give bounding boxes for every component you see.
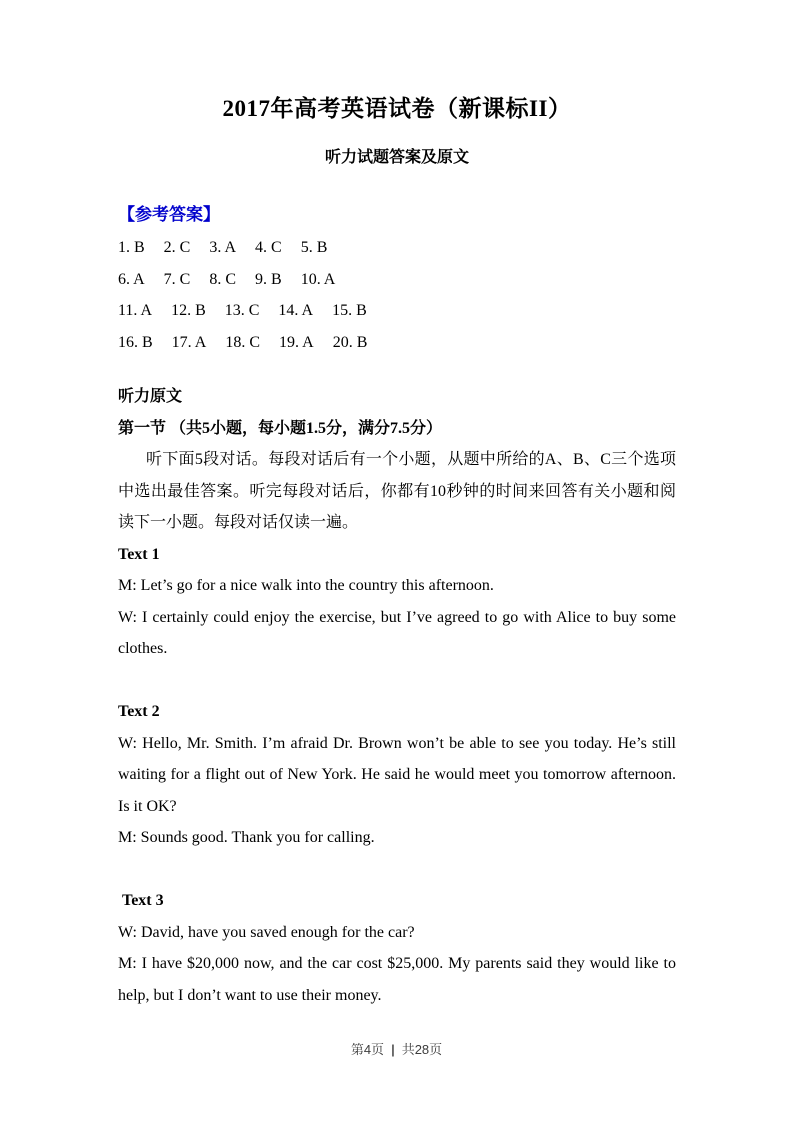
answer-item: 18. C: [225, 333, 261, 351]
answer-item: 1. B: [118, 239, 145, 256]
answer-item: 5. B: [300, 239, 328, 256]
blank-line-spacer: [118, 665, 676, 697]
footer-separator: |: [391, 1042, 395, 1057]
dialogue-line: M: Let’s go for a nice walk into the country this afternoon.: [118, 577, 494, 594]
answer-item: 19. A: [279, 333, 314, 351]
answer-item: 16. B: [118, 333, 153, 351]
answer-row: [118, 264, 676, 296]
reference-answers-heading: 【参考答案】: [118, 205, 220, 224]
answer-item: 20. B: [332, 333, 368, 351]
section-one-instructions: 听下面5段对话。每段对话后有一个小题，从题中所给的A、B、C三个选项中选出最佳答案。听完每段对话后，你都有10秒钟的时间来回答有关小题和阅读下一小题。每段对话仅读一遍。: [118, 451, 676, 531]
answer-item: 13. C: [224, 302, 260, 319]
dialogue-line: M: Sounds good. Thank you for calling.: [118, 829, 375, 846]
answer-row: [118, 295, 676, 327]
answer-item: 8. C: [209, 270, 237, 288]
answer-item: 4. C: [255, 239, 282, 256]
answer-item: 11. A: [118, 302, 153, 319]
answer-item: 9. B: [255, 270, 282, 288]
listening-transcript: [118, 381, 676, 1011]
page-subtitle: 听力试题答案及原文: [324, 149, 469, 166]
answer-item: 10. A: [300, 270, 336, 288]
answer-item: 3. A: [209, 239, 237, 256]
text-3-label: Text 3: [122, 892, 164, 909]
answer-item: 2. C: [163, 239, 191, 256]
answer-item: 15. B: [332, 302, 367, 319]
answer-item: 6. A: [118, 270, 145, 288]
dialogue-line: W: I certainly could enjoy the exercise, but I’ve agreed to go with Alice to buy some clothes.: [118, 608, 676, 657]
answer-item: 14. A: [278, 302, 314, 319]
answer-item: 7. C: [163, 270, 191, 288]
footer-total-pages: 共28页: [401, 1042, 443, 1057]
section-one-title: 第一节 （共5小题，每小题1.5分，满分7.5分）: [118, 419, 443, 437]
text-1-label: Text 1: [118, 545, 160, 563]
answer-item: 17. A: [171, 333, 207, 351]
answer-row: [118, 327, 676, 359]
dialogue-line: W: David, have you saved enough for the car?: [118, 923, 415, 941]
answer-item: 12. B: [171, 302, 206, 319]
transcript-heading: 听力原文: [118, 388, 183, 405]
dialogue-line: W: Hello, Mr. Smith. I’m afraid Dr. Brown won’t be able to see you today. He’s still waiting for a flight out of New York. He said he would meet you tomorrow afternoon. Is it OK?: [118, 734, 676, 815]
dialogue-line: M: I have $20,000 now, and the car cost $25,000. My parents said they would like to help, but I don’t want to use their money.: [118, 955, 676, 1004]
answer-key-block: [118, 232, 676, 358]
text-2-label: Text 2: [118, 703, 160, 720]
blank-line-spacer: [118, 854, 676, 886]
answer-row: [118, 232, 676, 264]
page-footer: [0, 1039, 793, 1058]
footer-page-number: 第4页: [350, 1042, 385, 1057]
page-title: 2017年高考英语试卷（新课标II）: [222, 96, 572, 121]
